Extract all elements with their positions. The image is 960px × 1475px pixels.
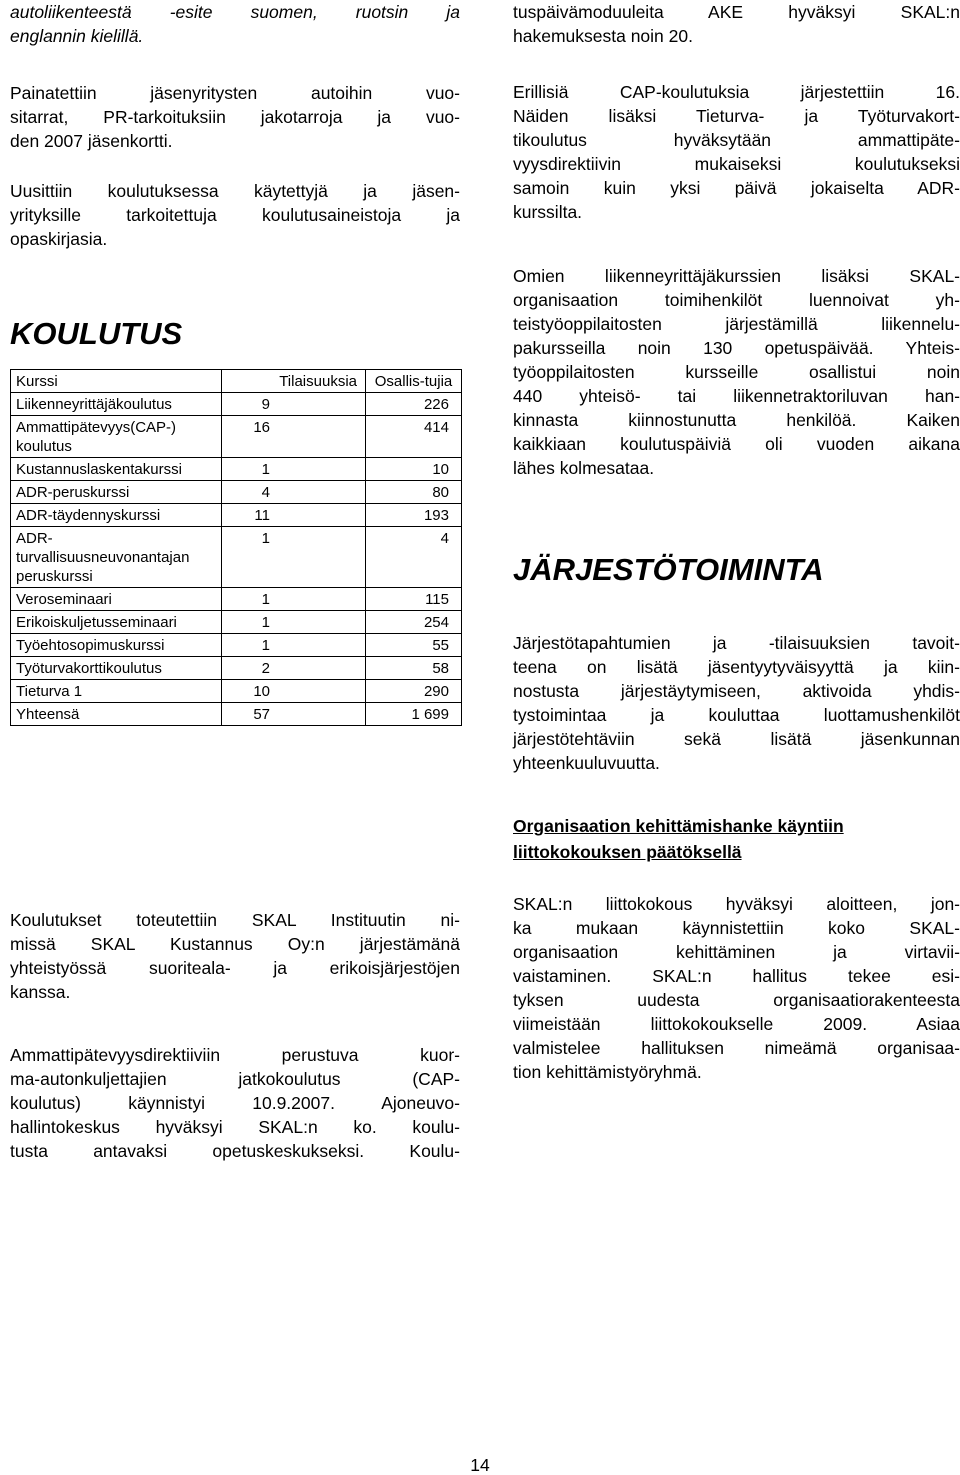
table-row bbox=[11, 481, 462, 504]
text-line: järjestötehtäviin sekä lisätä jäsenkunnan bbox=[513, 729, 960, 749]
cell-course: ADR-täydennyskurssi bbox=[11, 504, 222, 527]
text-line: lähes kolmesataa. bbox=[513, 458, 655, 478]
text-line: tikoulutus hyväksytään ammattipäte- bbox=[513, 130, 960, 150]
text-line: vaistaminen. SKAL:n hallitus tekee esi- bbox=[513, 966, 960, 986]
text-line: yhteistyössä suoriteala- ja erikoisjärjestöjen bbox=[10, 958, 460, 978]
subheading-organisation-project bbox=[513, 813, 844, 865]
section-heading-jarjestotoiminta: JÄRJESTÖTOIMINTA bbox=[513, 552, 824, 587]
text-line: Omien liikenneyrittäjäkurssien lisäksi SKAL- bbox=[513, 266, 960, 286]
paragraph-events bbox=[513, 631, 960, 775]
text-line: yrityksille tarkoitettuja koulutusaineistoja ja bbox=[10, 205, 460, 225]
column-header-events: Tilaisuuksia bbox=[222, 370, 366, 393]
text-line: tuspäivämoduuleita AKE hyväksyi SKAL:n bbox=[513, 2, 960, 22]
text-line: Koulutukset toteutettiin SKAL Instituutin ni- bbox=[10, 910, 460, 930]
cell-course: Veroseminaari bbox=[11, 588, 222, 611]
cell-course: Työehtosopimuskurssi bbox=[11, 634, 222, 657]
cell-course: ADR-turvallisuusneuvonantajan peruskurssi bbox=[11, 527, 222, 588]
table-row bbox=[11, 393, 462, 416]
text-line: organisaation toimihenkilöt luennoivat yh- bbox=[513, 290, 960, 310]
text-line: samoin kuin yksi päivä jokaiselta ADR- bbox=[513, 178, 960, 198]
text-line: kanssa. bbox=[10, 982, 71, 1002]
cell-participants: 254 bbox=[366, 611, 462, 634]
paragraph-materials bbox=[10, 179, 460, 251]
table-row bbox=[11, 634, 462, 657]
cell-participants: 290 bbox=[366, 680, 462, 703]
cell-course: Työturvakorttikoulutus bbox=[11, 657, 222, 680]
paragraph-cap-separate bbox=[513, 80, 960, 224]
text-line: organisaation kehittäminen ja virtavii- bbox=[513, 942, 960, 962]
text-line: valmistelee hallituksen nimeämä organisaa- bbox=[513, 1038, 960, 1058]
cell-participants: 80 bbox=[366, 481, 462, 504]
text-line: 440 yhteisö- tai liikennetraktoriluvan han- bbox=[513, 386, 960, 406]
text-line: yhteenkuuluvuutta. bbox=[513, 753, 660, 773]
text-line: työoppilaitosten kursseille osallistui noin bbox=[513, 362, 960, 382]
cell-events: 9 bbox=[222, 393, 366, 416]
cell-participants: 414 bbox=[366, 416, 462, 458]
text-line: ka mukaan käynnistettiin koko SKAL- bbox=[513, 918, 960, 938]
cell-events: 1 bbox=[222, 611, 366, 634]
text-line: tyksen uudesta organisaatiorakenteesta bbox=[513, 990, 960, 1010]
text-line: teena on lisätä jäsentyytyväisyyttä ja kiin- bbox=[513, 657, 960, 677]
text-line: SKAL:n liittokokous hyväksyi aloitteen, jon- bbox=[513, 894, 960, 914]
text-line: Erillisiä CAP-koulutuksia järjestettiin 16. bbox=[513, 82, 960, 102]
cell-participants: 55 bbox=[366, 634, 462, 657]
paragraph-lecture-days bbox=[513, 264, 960, 480]
cell-events: 2 bbox=[222, 657, 366, 680]
text-line: Painatettiin jäsenyritysten autoihin vuo- bbox=[10, 83, 460, 103]
cell-events: 1 bbox=[222, 634, 366, 657]
cell-participants: 10 bbox=[366, 458, 462, 481]
cell-events: 1 bbox=[222, 458, 366, 481]
text-line: ma-autonkuljettajien jatkokoulutus (CAP- bbox=[10, 1069, 460, 1089]
training-table bbox=[10, 369, 462, 726]
text-line: Ammattipätevyysdirektiiviin perustuva kuor- bbox=[10, 1045, 460, 1065]
cell-course: ADR-peruskurssi bbox=[11, 481, 222, 504]
paragraph-stickers bbox=[10, 81, 460, 153]
cell-events: 57 bbox=[222, 703, 366, 726]
text-line: missä SKAL Kustannus Oy:n järjestämänä bbox=[10, 934, 460, 954]
paragraph-modules bbox=[513, 0, 960, 48]
cell-events: 4 bbox=[222, 481, 366, 504]
text-line: hallintokeskus hyväksyi SKAL:n ko. koulu- bbox=[10, 1117, 460, 1137]
text-line: teistyöoppilaitosten järjestämillä liikennelu- bbox=[513, 314, 960, 334]
column-header-participants: Osallis-tujia bbox=[366, 370, 462, 393]
cell-course: Kustannuslaskentakurssi bbox=[11, 458, 222, 481]
table-row bbox=[11, 703, 462, 726]
paragraph-organizers bbox=[10, 908, 460, 1004]
table-row bbox=[11, 588, 462, 611]
cell-participants: 193 bbox=[366, 504, 462, 527]
cell-participants: 115 bbox=[366, 588, 462, 611]
text-line: opaskirjasia. bbox=[10, 229, 108, 249]
cell-participants: 58 bbox=[366, 657, 462, 680]
text-line: Järjestötapahtumien ja -tilaisuuksien tavoit- bbox=[513, 633, 960, 653]
cell-events: 10 bbox=[222, 680, 366, 703]
text-line: koulutus) käynnistyi 10.9.2007. Ajoneuvo- bbox=[10, 1093, 460, 1113]
table-row bbox=[11, 458, 462, 481]
text-line: sitarrat, PR-tarkoituksiin jakotarroja ja vuo- bbox=[10, 107, 460, 127]
cell-course: Tieturva 1 bbox=[11, 680, 222, 703]
cell-events: 1 bbox=[222, 588, 366, 611]
text-line: nostusta järjestäytymiseen, aktivoida yhdis- bbox=[513, 681, 960, 701]
subheading-line: liittokokouksen päätöksellä bbox=[513, 842, 742, 862]
paragraph-federation-meeting bbox=[513, 892, 960, 1084]
cell-events: 1 bbox=[222, 527, 366, 588]
text-line: vyysdirektiivin mukaiseksi koulutukseksi bbox=[513, 154, 960, 174]
table-row bbox=[11, 504, 462, 527]
text-line: englannin kielillä. bbox=[10, 26, 144, 46]
text-line: tusta antavaksi opetuskeskukseksi. Koulu- bbox=[10, 1141, 460, 1161]
text-line: kinnasta kiinnostunutta henkilöä. Kaiken bbox=[513, 410, 960, 430]
table-row bbox=[11, 657, 462, 680]
cell-events: 11 bbox=[222, 504, 366, 527]
table-row bbox=[11, 527, 462, 588]
text-line: tystoimintaa ja kouluttaa luottamushenkilöt bbox=[513, 705, 960, 725]
text-line: pakursseilla noin 130 opetuspäivää. Yhteis- bbox=[513, 338, 960, 358]
text-line: kaikkiaan koulutuspäiviä oli vuoden aikana bbox=[513, 434, 960, 454]
cell-events: 16 bbox=[222, 416, 366, 458]
table-header-row bbox=[11, 370, 462, 393]
cell-course: Erikoiskuljetusseminaari bbox=[11, 611, 222, 634]
text-line: Uusittiin koulutuksessa käytettyjä ja jäsen- bbox=[10, 181, 460, 201]
text-line: den 2007 jäsenkortti. bbox=[10, 131, 173, 151]
cell-participants: 1 699 bbox=[366, 703, 462, 726]
text-line: hakemuksesta noin 20. bbox=[513, 26, 693, 46]
subheading-line: Organisaation kehittämishanke käyntiin bbox=[513, 816, 844, 836]
paragraph-cap-training bbox=[10, 1043, 460, 1163]
section-heading-koulutus: KOULUTUS bbox=[10, 316, 183, 351]
table-body bbox=[11, 393, 462, 726]
table-row bbox=[11, 680, 462, 703]
text-line: Näiden lisäksi Tieturva- ja Työturvakort- bbox=[513, 106, 960, 126]
table-row bbox=[11, 611, 462, 634]
cell-course: Ammattipätevyys(CAP-) koulutus bbox=[11, 416, 222, 458]
text-line: autoliikenteestä -esite suomen, ruotsin ja bbox=[10, 2, 460, 22]
intro-paragraph bbox=[10, 0, 460, 48]
cell-participants: 4 bbox=[366, 527, 462, 588]
page-number: 14 bbox=[470, 1455, 490, 1475]
cell-course: Yhteensä bbox=[11, 703, 222, 726]
table-row bbox=[11, 416, 462, 458]
column-header-course: Kurssi bbox=[11, 370, 222, 393]
text-line: tion kehittämistyöryhmä. bbox=[513, 1062, 702, 1082]
text-line: kurssilta. bbox=[513, 202, 583, 222]
cell-course: Liikenneyrittäjäkoulutus bbox=[11, 393, 222, 416]
cell-participants: 226 bbox=[366, 393, 462, 416]
text-line: viimeistään liittokokoukselle 2009. Asiaa bbox=[513, 1014, 960, 1034]
